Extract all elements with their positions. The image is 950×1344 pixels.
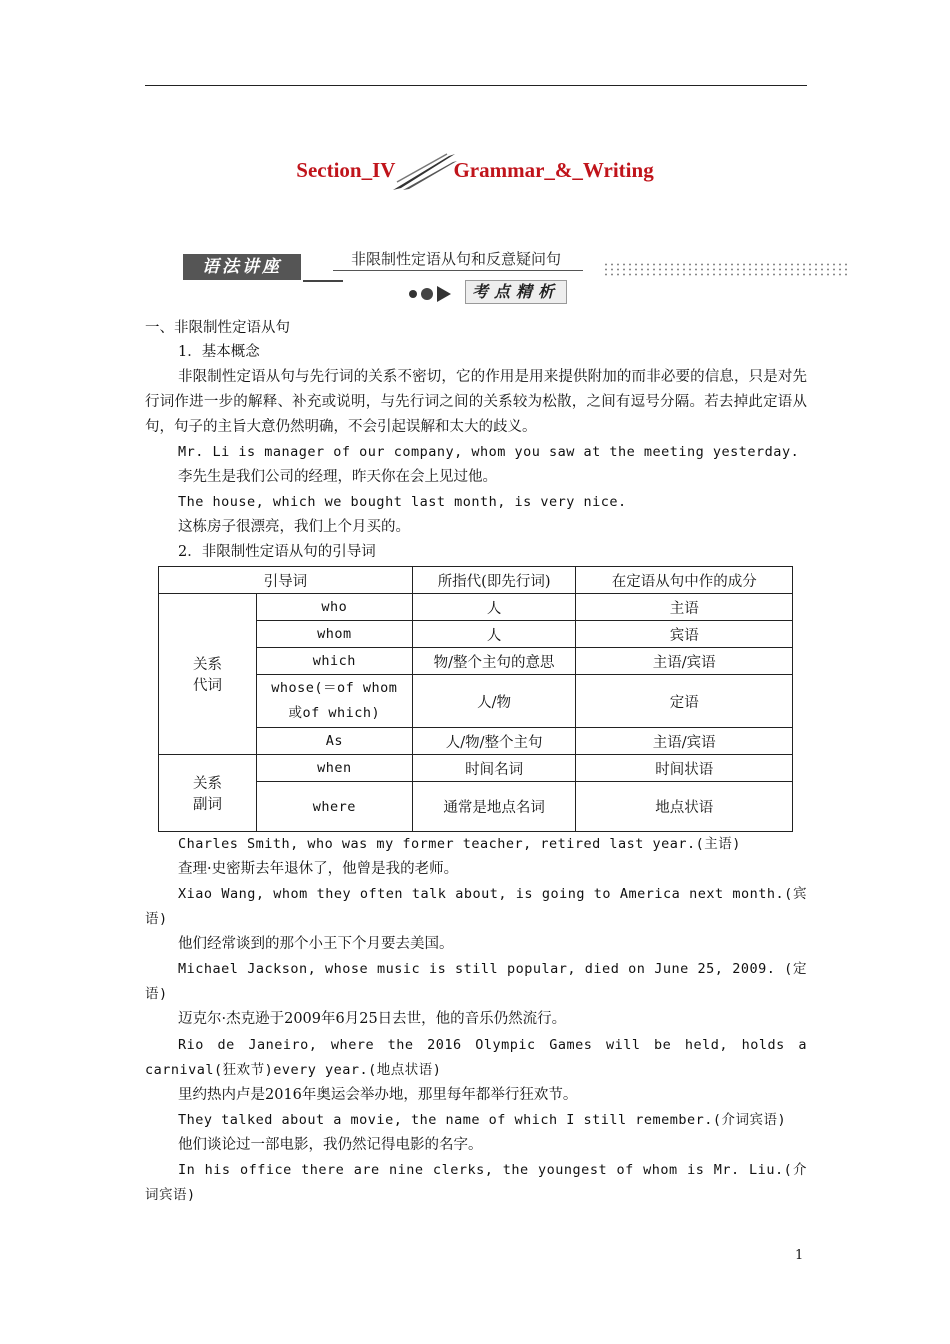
heading-3: 2．非限制性定语从句的引导词 — [178, 544, 376, 560]
table-cell: 主语/宾语 — [576, 648, 793, 675]
header-rule — [145, 85, 807, 86]
table-group-label — [159, 594, 257, 755]
table-row — [159, 755, 793, 782]
title-left: Section_IV — [296, 157, 396, 182]
table-header: 在定语从句中作的成分 — [576, 567, 793, 594]
table-cell: whom — [256, 621, 412, 648]
example-1-en: Mr. Li is manager of our company, whom you saw at the meeting yesterday. — [178, 444, 800, 460]
table-cell: 人/物 — [412, 675, 576, 728]
page-title — [0, 152, 950, 192]
table-cell: 时间状语 — [576, 755, 793, 782]
example-2-zh: 这栋房子很漂亮，我们上个月买的。 — [178, 519, 410, 535]
table-cell: who — [256, 594, 412, 621]
table-cell: 人/物/整个主句 — [412, 728, 576, 755]
table-cell: 通常是地点名词 — [412, 782, 576, 832]
section-banner — [183, 248, 853, 308]
table-cell: which — [256, 648, 412, 675]
group-label-text: 关系副词 — [192, 776, 222, 813]
table-header-row — [159, 567, 793, 594]
example-zh: 查理·史密斯去年退休了，他曾是我的老师。 — [178, 861, 459, 877]
table-cell: 主语/宾语 — [576, 728, 793, 755]
relative-words-table — [158, 566, 793, 832]
table-cell: 人 — [412, 594, 576, 621]
example-zh: 迈克尔·杰克逊于2009年6月25日去世，他的音乐仍然流行。 — [178, 1011, 567, 1027]
swoosh-icon — [389, 152, 459, 192]
banner-topic: 非限制性定语从句和反意疑问句 — [351, 250, 562, 268]
example-zh: 他们谈论过一部电影，我仍然记得电影的名字。 — [178, 1137, 483, 1153]
example-zh: 他们经常谈到的那个小王下个月要去美国。 — [178, 936, 454, 952]
title-right: Grammar_&_Writing — [453, 157, 654, 182]
page-number: 1 — [795, 1248, 804, 1263]
banner-tab — [303, 254, 343, 282]
example-en: Michael Jackson, whose music is still popular, died on June 25, 2009. (定语) — [145, 961, 807, 1002]
table-cell: 物/整个主句的意思 — [412, 648, 576, 675]
banner-dots — [603, 262, 848, 278]
banner-subtitle: 考点精析 — [465, 280, 567, 304]
table-header: 所指代(即先行词) — [412, 567, 576, 594]
example-1-zh: 李先生是我们公司的经理，昨天你在会上见过他。 — [178, 469, 497, 485]
intro-paragraph: 非限制性定语从句与先行词的关系不密切，它的作用是用来提供附加的而非必要的信息，只是对先行词作进一步的解释、补充或说明，与先行词之间的关系较为松散，之间有逗号分隔。若去掉此定语从句，句子的主旨大意仍然明确，不会引起误解和太大的歧义。 — [145, 369, 807, 435]
banner-label: 语法讲座 — [183, 254, 301, 280]
example-en: In his office there are nine clerks, the youngest of whom is Mr. Liu.(介词宾语) — [145, 1162, 807, 1203]
example-en: Xiao Wang, whom they often talk about, is going to America next month.(宾语) — [145, 886, 807, 927]
table-cell: 时间名词 — [412, 755, 576, 782]
table-cell: whose(＝of whom或of which) — [256, 675, 412, 728]
group-label-text: 关系代词 — [192, 657, 222, 694]
arrow-dots-icon — [405, 284, 465, 304]
example-2-en: The house, which we bought last month, is very nice. — [178, 494, 627, 510]
heading-2: 1．基本概念 — [178, 344, 260, 360]
table-group-label — [159, 755, 257, 832]
example-en: Rio de Janeiro, where the 2016 Olympic Games will be held, holds a carnival(狂欢节)every year.(地点状语) — [145, 1037, 807, 1078]
heading-1: 一、非限制性定语从句 — [145, 320, 290, 336]
example-en: They talked about a movie, the name of which I still remember.(介词宾语) — [178, 1112, 787, 1128]
example-zh: 里约热内卢是2016年奥运会举办地，那里每年都举行狂欢节。 — [178, 1087, 578, 1103]
table-row — [159, 594, 793, 621]
table-cell: As — [256, 728, 412, 755]
table-cell: 定语 — [576, 675, 793, 728]
table-cell: when — [256, 755, 412, 782]
table-cell: 地点状语 — [576, 782, 793, 832]
table-cell: 人 — [412, 621, 576, 648]
example-en: Charles Smith, who was my former teacher, retired last year.(主语) — [178, 836, 741, 852]
table-cell: where — [256, 782, 412, 832]
banner-line — [333, 270, 583, 271]
table-header: 引导词 — [159, 567, 413, 594]
table-cell: 宾语 — [576, 621, 793, 648]
table-cell: 主语 — [576, 594, 793, 621]
